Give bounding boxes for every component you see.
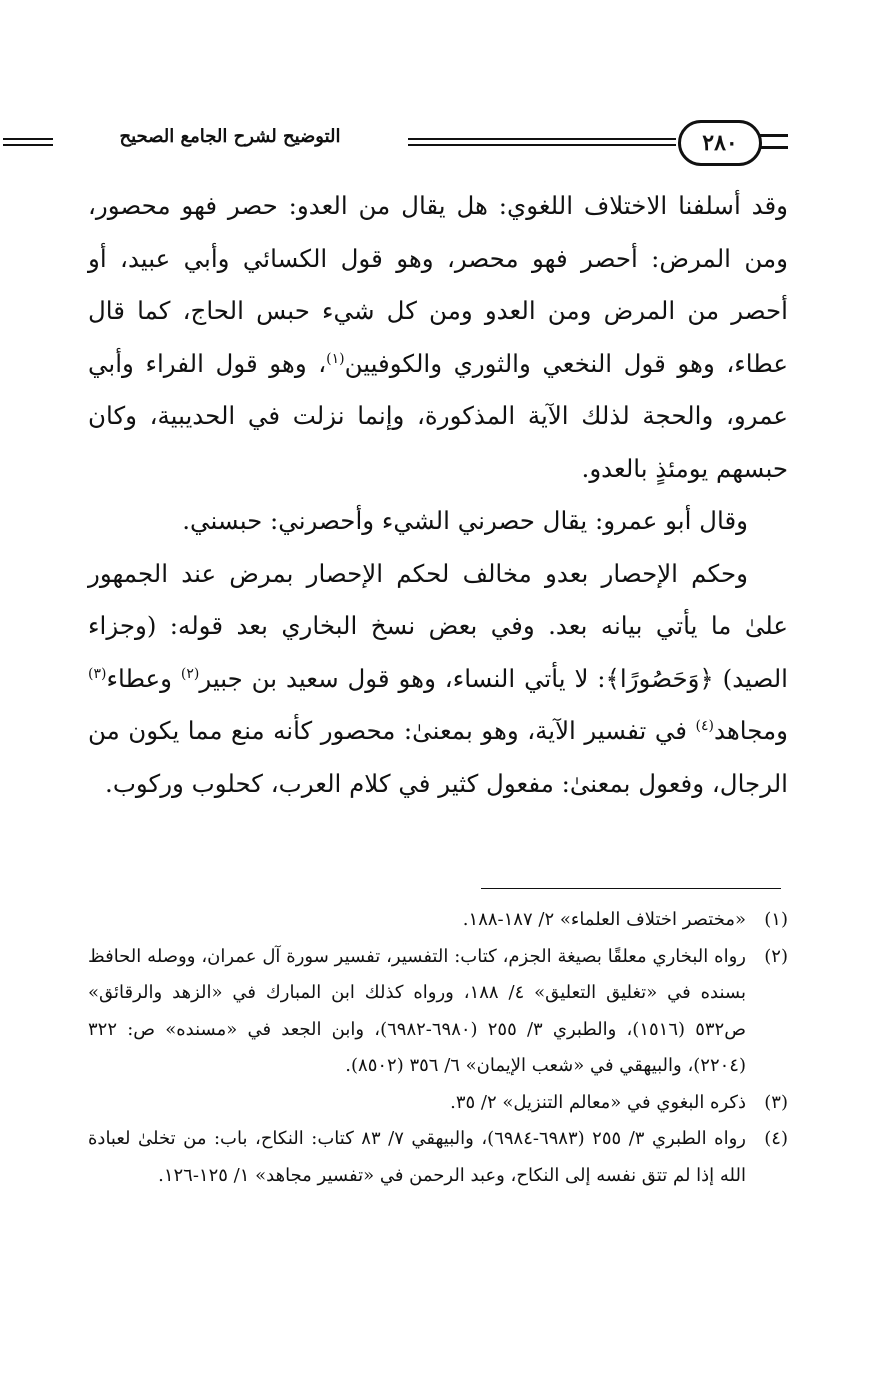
footnote-separator [481,888,781,889]
header-rule [408,138,676,146]
paragraph-text: في تفسير الآية، وهو بمعنىٰ: محصور كأنه منع مما يكون من الرجال، وفعول بمعنىٰ: مفعول كثير في كلام العرب، كحلوب وركوب. [88,716,788,798]
footnote-text: «مختصر اختلاف العلماء» ٢/ ١٨٧-١٨٨. [462,909,746,930]
footnote-text: رواه البخاري معلقًا بصيغة الجزم، كتاب: التفسير، تفسير سورة آل عمران، ووصله الحافظ بسنده في «تغليق التعليق» ٤/ ١٨٨، ورواه كذلك ابن المبارك في «الزهد والرقائق» ص٥٣٢ (١٥١٦)، والطبري ٣/ ٢٥٥ (٦٩٨٠-٦٩٨٢)، وابن الجعد في «مسنده» ص: ٣٢٢ (٢٢٠٤)، والبيهقي في «شعب الإيمان» ٦/ ٣٥٦ (٨٥٠٢). [88,945,746,1076]
main-text [88,180,788,810]
footnote [88,1121,788,1194]
paragraph-text: وعطاء [106,663,181,693]
paragraph-text: وقال أبو عمرو: يقال حصرني الشيء وأحصرني: حبسني. [182,506,748,535]
footnote-number: (٤) [764,1128,788,1149]
footnote [88,1085,788,1122]
page-header [36,118,788,174]
running-title: التوضيح لشرح الجامع الصحيح [119,126,341,147]
footnote-text: ذكره البغوي في «معالم التنزيل» ٢/ ٣٥. [450,1091,746,1113]
paragraph [88,180,788,495]
page-number [678,120,762,166]
page-number-text: ٢٨٠ [702,130,738,156]
footnote-text: رواه الطبري ٣/ ٢٥٥ (٦٩٨٣-٦٩٨٤)، والبيهقي ٧/ ٨٣ كتاب: النكاح، باب: من تخلىٰ لعبادة الله إذا لم تتق نفسه إلى النكاح، وعبد الرحمن في «تفسير مجاهد» ١/ ١٢٥-١٢٦. [88,1128,746,1186]
footnote [88,902,788,939]
paragraph-text: وحكم الإحصار بعدو مخالف لحكم الإحصار بمرض عند الجمهور علىٰ ما يأتي بيانه بعد. وفي بعض نسخ البخاري بعد قوله: (وجزاء الصيد) ﴿وَحَصُورًا﴾: لا يأتي النساء، وهو قول سعيد بن جبير [88,558,788,693]
paragraph [88,495,788,548]
footnote-ref[interactable]: (٢) [180,665,200,682]
footnote-number: (٣) [764,1091,788,1113]
footnote-ref[interactable]: (٣) [88,665,107,682]
footnote-number: (١) [764,909,788,930]
footnote-ref[interactable]: (٤) [695,717,714,734]
paragraph-text: ، وهو قول الفراء وأبي عمرو، والحجة لذلك الآية المذكورة، وإنما نزلت في الحديبية، وكان حبسهم يومئذٍ بالعدو. [88,348,788,483]
paragraph-text: وقد أسلفنا الاختلاف اللغوي: هل يقال من العدو: حصر فهو محصور، ومن المرض: أحصر فهو محصر، وهو قول الكسائي وأبي عبيد، أو أحصر من المرض ومن العدو ومن كل شيء حبس الحاج، كما قال عطاء، وهو قول النخعي والثوري والكوفيين [88,191,788,378]
footnote-ref[interactable]: (١) [326,350,345,367]
paragraph-text: ومجاهد [713,716,788,745]
footnote [88,939,788,1085]
page-number-ornament [758,134,788,149]
footnote-number: (٢) [764,945,788,967]
header-rule-end [3,138,53,146]
footnotes [88,902,788,1194]
paragraph [88,548,788,811]
